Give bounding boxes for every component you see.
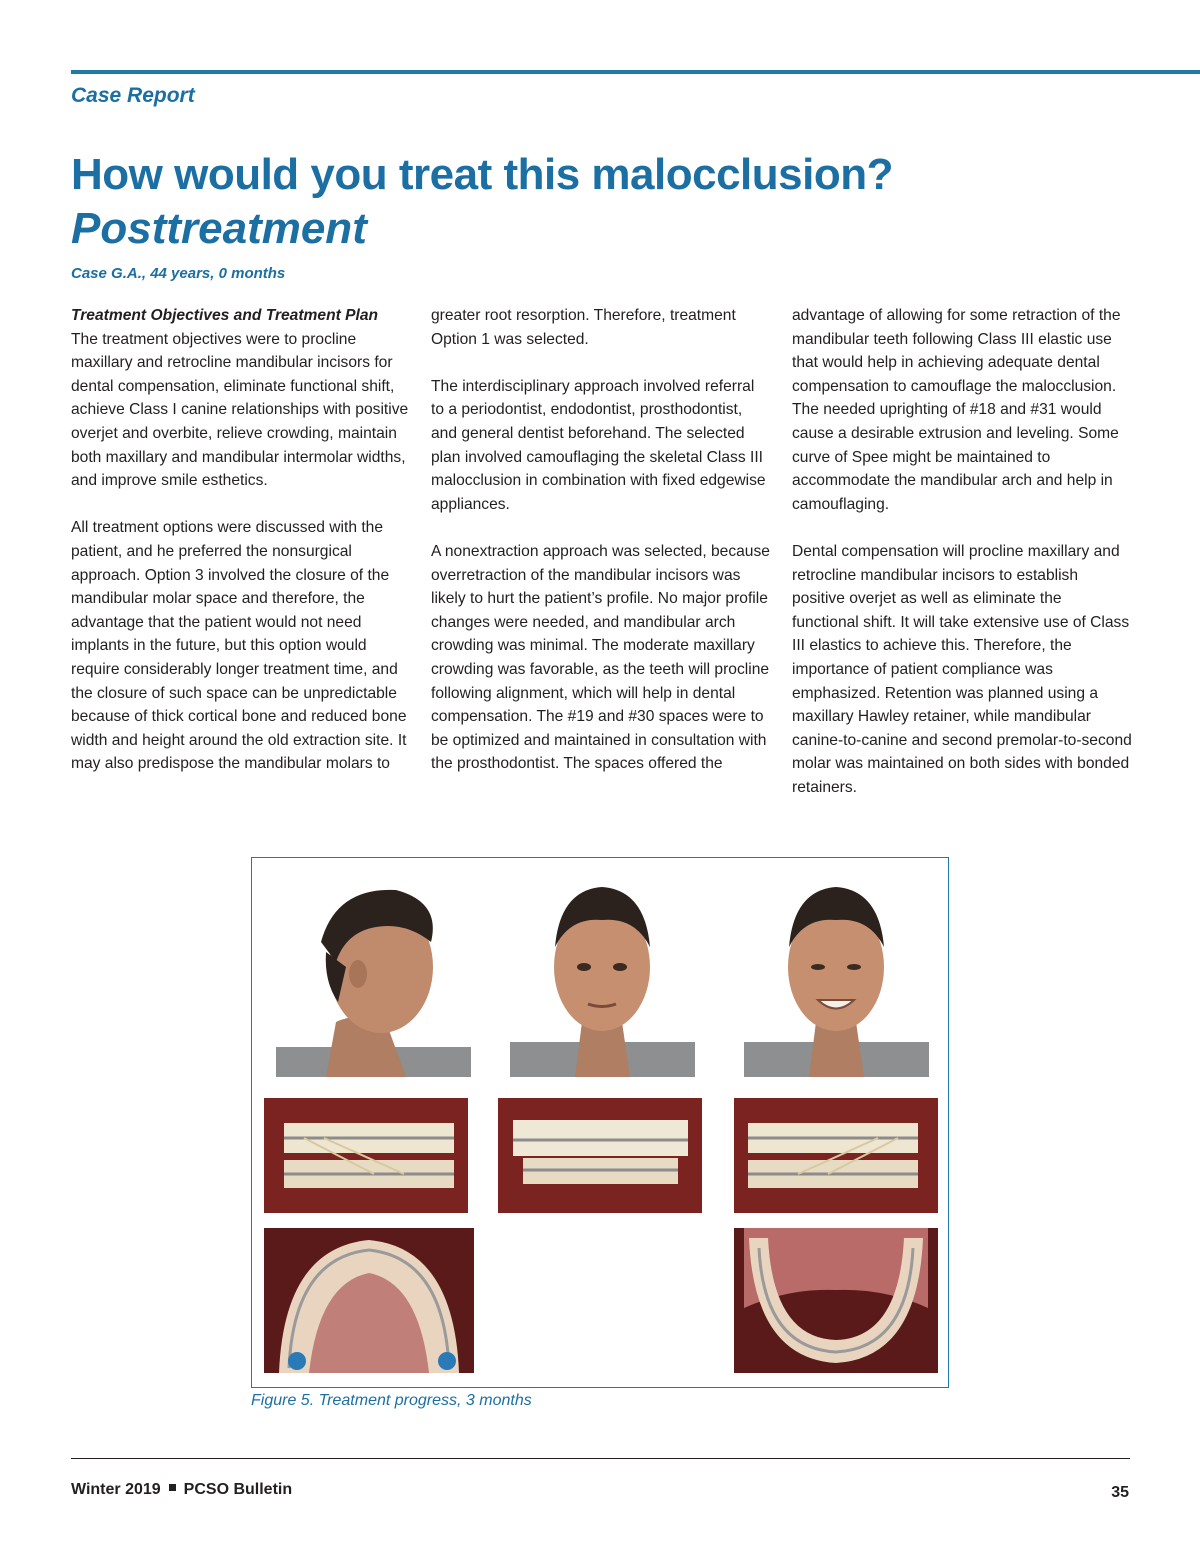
frontal-photo <box>500 872 705 1077</box>
text-column-3 <box>792 304 1132 823</box>
page-number: 35 <box>1111 1484 1129 1501</box>
footer <box>71 1481 292 1499</box>
section-label: Case Report <box>71 84 195 107</box>
intraoral-left-photo <box>734 1098 938 1213</box>
paragraph: Dental compensation will procline maxillary and retrocline mandibular incisors to establish positive overjet as well as eliminate the functional shift. It will take extensive use of Class III elastics to achieve this. Therefore, the importance of patient compliance was emphasized. Retention was planned using a maxillary Hawley retainer, while mandibular canine-to-canine and second premolar-to-second molar was maintained on both sides with bonded retainers. <box>792 542 1132 796</box>
intraoral-frontal-photo <box>498 1098 702 1213</box>
article-subtitle: Posttreatment <box>71 204 367 253</box>
profile-photo <box>266 872 471 1077</box>
figure-panel <box>251 857 949 1388</box>
paragraph: A nonextraction approach was selected, because overretraction of the mandibular incisors was likely to hurt the patient’s profile. No major profile changes were needed, and mandibular arch crowding was minimal. The moderate maxillary crowding was favorable, as the teeth will procline following alignment, which will help in dental compensation. The #19 and #30 spaces were to be optimized and maintained in consultation with the prosthodontist. The spaces offered the <box>431 542 770 773</box>
article-title: How would you treat this malocclusion? <box>71 150 893 199</box>
intraoral-right-photo <box>264 1098 468 1213</box>
footer-separator <box>169 1484 176 1491</box>
text-column-1 <box>71 304 411 799</box>
figure-caption: Figure 5. Treatment progress, 3 months <box>251 1392 532 1409</box>
smile-photo <box>734 872 939 1077</box>
top-rule <box>71 70 1200 74</box>
section-heading: Treatment Objectives and Treatment Plan <box>71 307 379 324</box>
text-column-2 <box>431 304 771 799</box>
footer-publication: PCSO Bulletin <box>183 1481 293 1498</box>
paragraph: All treatment options were discussed with the patient, and he preferred the nonsurgical approach. Option 3 involved the closure of the mandibular molar space and therefore, the advantage that the patient would not need implants in the future, but this option would require considerably longer treatment time, and the closure of such space can be unpredictable because of thick cortical bone and reduced bone width and height around the old extraction site. It may also predispose the mandibular molars to <box>71 519 407 773</box>
paragraph: The treatment objectives were to procline maxillary and retrocline mandibular incisors for dental compensation, eliminate functional shift, achieve Class I canine relationships with positive overjet and overbite, relieve crowding, maintain both maxillary and mandibular intermolar widths, and improve smile esthetics. <box>71 330 409 490</box>
paragraph: advantage of allowing for some retraction of the mandibular teeth following Class III elastic use that would help in achieving adequate dental compensation to camouflage the malocclusion. The needed uprighting of #18 and #31 would cause a desirable extrusion and leveling. Some curve of Spee might be maintained to accommodate the mandibular arch and help in camouflaging. <box>792 307 1121 513</box>
case-identifier: Case G.A., 44 years, 0 months <box>71 265 286 282</box>
paragraph: The interdisciplinary approach involved referral to a periodontist, endodontist, prosthodontist, and general dentist beforehand. The selected plan involved camouflaging the skeletal Class III malocclusion in combination with fixed edgewise appliances. <box>431 377 766 513</box>
lower-occlusal-photo <box>734 1228 938 1373</box>
bottom-rule <box>71 1458 1130 1459</box>
paragraph: greater root resorption. Therefore, treatment Option 1 was selected. <box>431 307 736 348</box>
upper-occlusal-photo <box>264 1228 474 1373</box>
footer-issue: Winter 2019 <box>71 1481 161 1498</box>
